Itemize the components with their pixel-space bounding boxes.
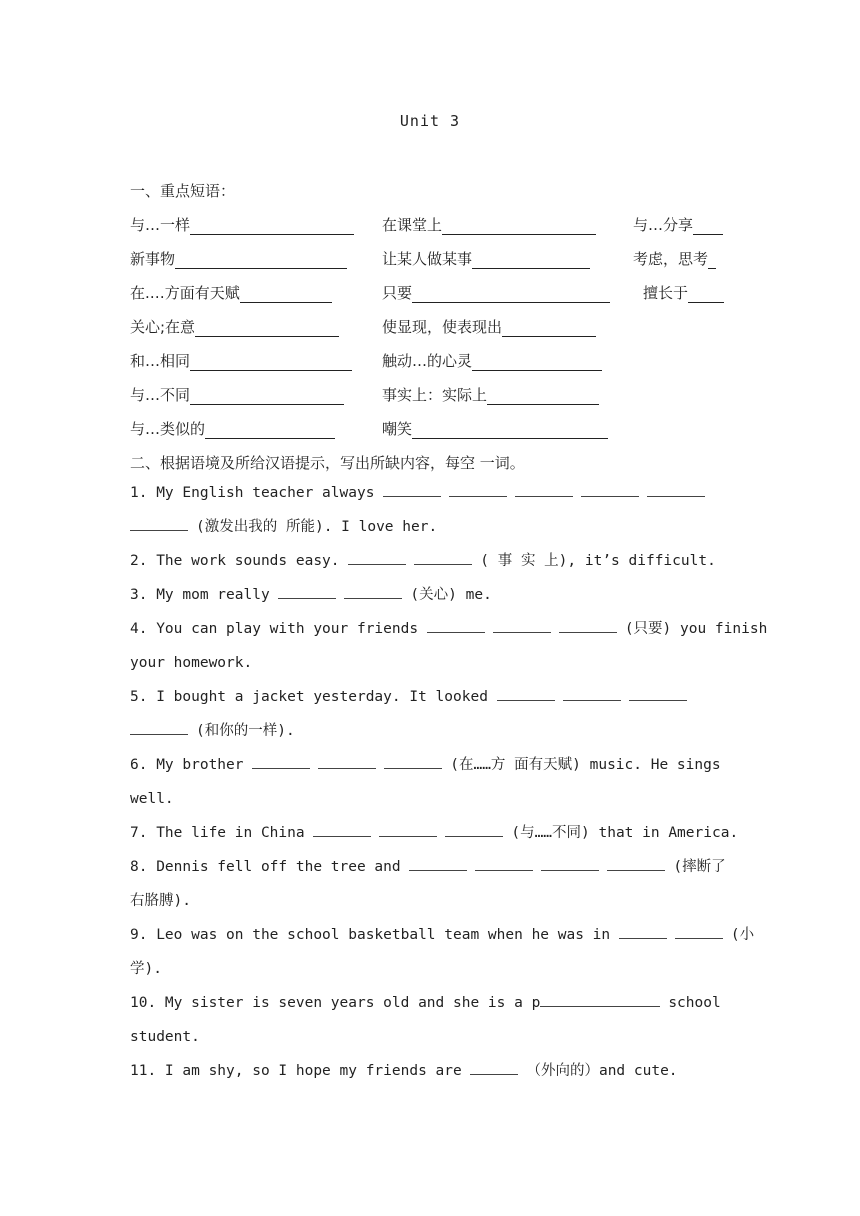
answer-blank[interactable] (540, 992, 660, 1007)
question-6-cont: well. (130, 791, 174, 807)
answer-blank[interactable] (675, 924, 723, 939)
answer-blank[interactable] (647, 482, 705, 497)
answer-blank[interactable] (472, 252, 590, 269)
answer-blank[interactable] (379, 822, 437, 837)
answer-blank[interactable] (541, 856, 599, 871)
answer-blank[interactable] (175, 252, 347, 269)
answer-blank[interactable] (412, 286, 610, 303)
answer-blank[interactable] (472, 354, 602, 371)
answer-blank[interactable] (383, 482, 441, 497)
answer-blank[interactable] (252, 754, 310, 769)
answer-blank[interactable] (278, 584, 336, 599)
section2-heading: 二、根据语境及所给汉语提示，写出所缺内容，每空 一词。 (130, 454, 525, 472)
answer-blank[interactable] (693, 218, 723, 235)
phrase-item: 使显现，使表现出 (382, 316, 596, 337)
answer-blank[interactable] (607, 856, 665, 871)
answer-blank[interactable] (205, 422, 335, 439)
question-2: 2. The work sounds easy. ( 事 实 上), it’s difficult. (130, 544, 730, 578)
phrase-item: 与…分享 (633, 214, 723, 235)
page-title: Unit 3 (399, 112, 461, 130)
answer-blank[interactable] (344, 584, 402, 599)
answer-blank[interactable] (414, 550, 472, 565)
question-6: 6. My brother (在……方 面有天赋) music. He sings (130, 748, 730, 782)
phrase-item: 在.…方面有天赋 (130, 282, 332, 303)
phrase-item: 与…一样 (130, 214, 354, 235)
answer-blank[interactable] (559, 618, 617, 633)
question-4: 4. You can play with your friends (只要) you finish (130, 612, 730, 646)
question-5-cont: (和你的一样). (130, 714, 730, 748)
answer-blank[interactable] (515, 482, 573, 497)
phrase-item: 只要 (382, 282, 610, 303)
answer-blank[interactable] (502, 320, 596, 337)
phrase-item: 与…不同 (130, 384, 344, 405)
answer-blank[interactable] (195, 320, 339, 337)
question-9: 9. Leo was on the school basketball team when he was in (小 (130, 918, 730, 952)
answer-blank[interactable] (313, 822, 371, 837)
answer-blank[interactable] (493, 618, 551, 633)
answer-blank[interactable] (497, 686, 555, 701)
answer-blank[interactable] (348, 550, 406, 565)
question-1-cont: (激发出我的 所能). I love her. (130, 510, 730, 544)
question-5: 5. I bought a jacket yesterday. It looked (130, 680, 730, 714)
phrase-item: 关心;在意 (130, 316, 339, 337)
answer-blank[interactable] (629, 686, 687, 701)
answer-blank[interactable] (384, 754, 442, 769)
answer-blank[interactable] (688, 286, 724, 303)
answer-blank[interactable] (412, 422, 608, 439)
answer-blank[interactable] (708, 252, 716, 269)
phrase-item: 新事物 (130, 248, 347, 269)
section1-heading: 一、重点短语： (130, 182, 236, 200)
question-8-cont: 右胳膊). (130, 893, 191, 909)
answer-blank[interactable] (487, 388, 599, 405)
phrase-item: 和…相同 (130, 350, 352, 371)
answer-blank[interactable] (130, 720, 188, 735)
phrase-item: 擅长于 (643, 282, 724, 303)
answer-blank[interactable] (130, 516, 188, 531)
phrase-item: 让某人做某事 (382, 248, 590, 269)
answer-blank[interactable] (240, 286, 332, 303)
phrase-item: 触动…的心灵 (382, 350, 602, 371)
question-3: 3. My mom really (关心) me. (130, 578, 730, 612)
answer-blank[interactable] (470, 1060, 518, 1075)
answer-blank[interactable] (449, 482, 507, 497)
answer-blank[interactable] (619, 924, 667, 939)
answer-blank[interactable] (581, 482, 639, 497)
answer-blank[interactable] (190, 388, 344, 405)
question-10: 10. My sister is seven years old and she is a p school (130, 986, 730, 1020)
answer-blank[interactable] (318, 754, 376, 769)
question-10-cont: student. (130, 1029, 200, 1045)
answer-blank[interactable] (445, 822, 503, 837)
question-11: 11. I am shy, so I hope my friends are （外向的）and cute. (130, 1054, 730, 1088)
phrase-item: 事实上：实际上 (382, 384, 599, 405)
question-7: 7. The life in China (与……不同) that in America. (130, 816, 730, 850)
question-4-cont: your homework. (130, 655, 253, 671)
phrase-item: 嘲笑 (382, 418, 608, 439)
answer-blank[interactable] (190, 354, 352, 371)
answer-blank[interactable] (563, 686, 621, 701)
question-9-cont: 学). (130, 961, 162, 977)
answer-blank[interactable] (409, 856, 467, 871)
answer-blank[interactable] (475, 856, 533, 871)
answer-blank[interactable] (190, 218, 354, 235)
answer-blank[interactable] (427, 618, 485, 633)
question-8: 8. Dennis fell off the tree and (摔断了 (130, 850, 730, 884)
phrase-item: 与…类似的 (130, 418, 335, 439)
question-1: 1. My English teacher always (130, 476, 730, 510)
phrase-item: 在课堂上 (382, 214, 596, 235)
answer-blank[interactable] (442, 218, 596, 235)
phrase-item: 考虑，思考 (633, 248, 716, 269)
